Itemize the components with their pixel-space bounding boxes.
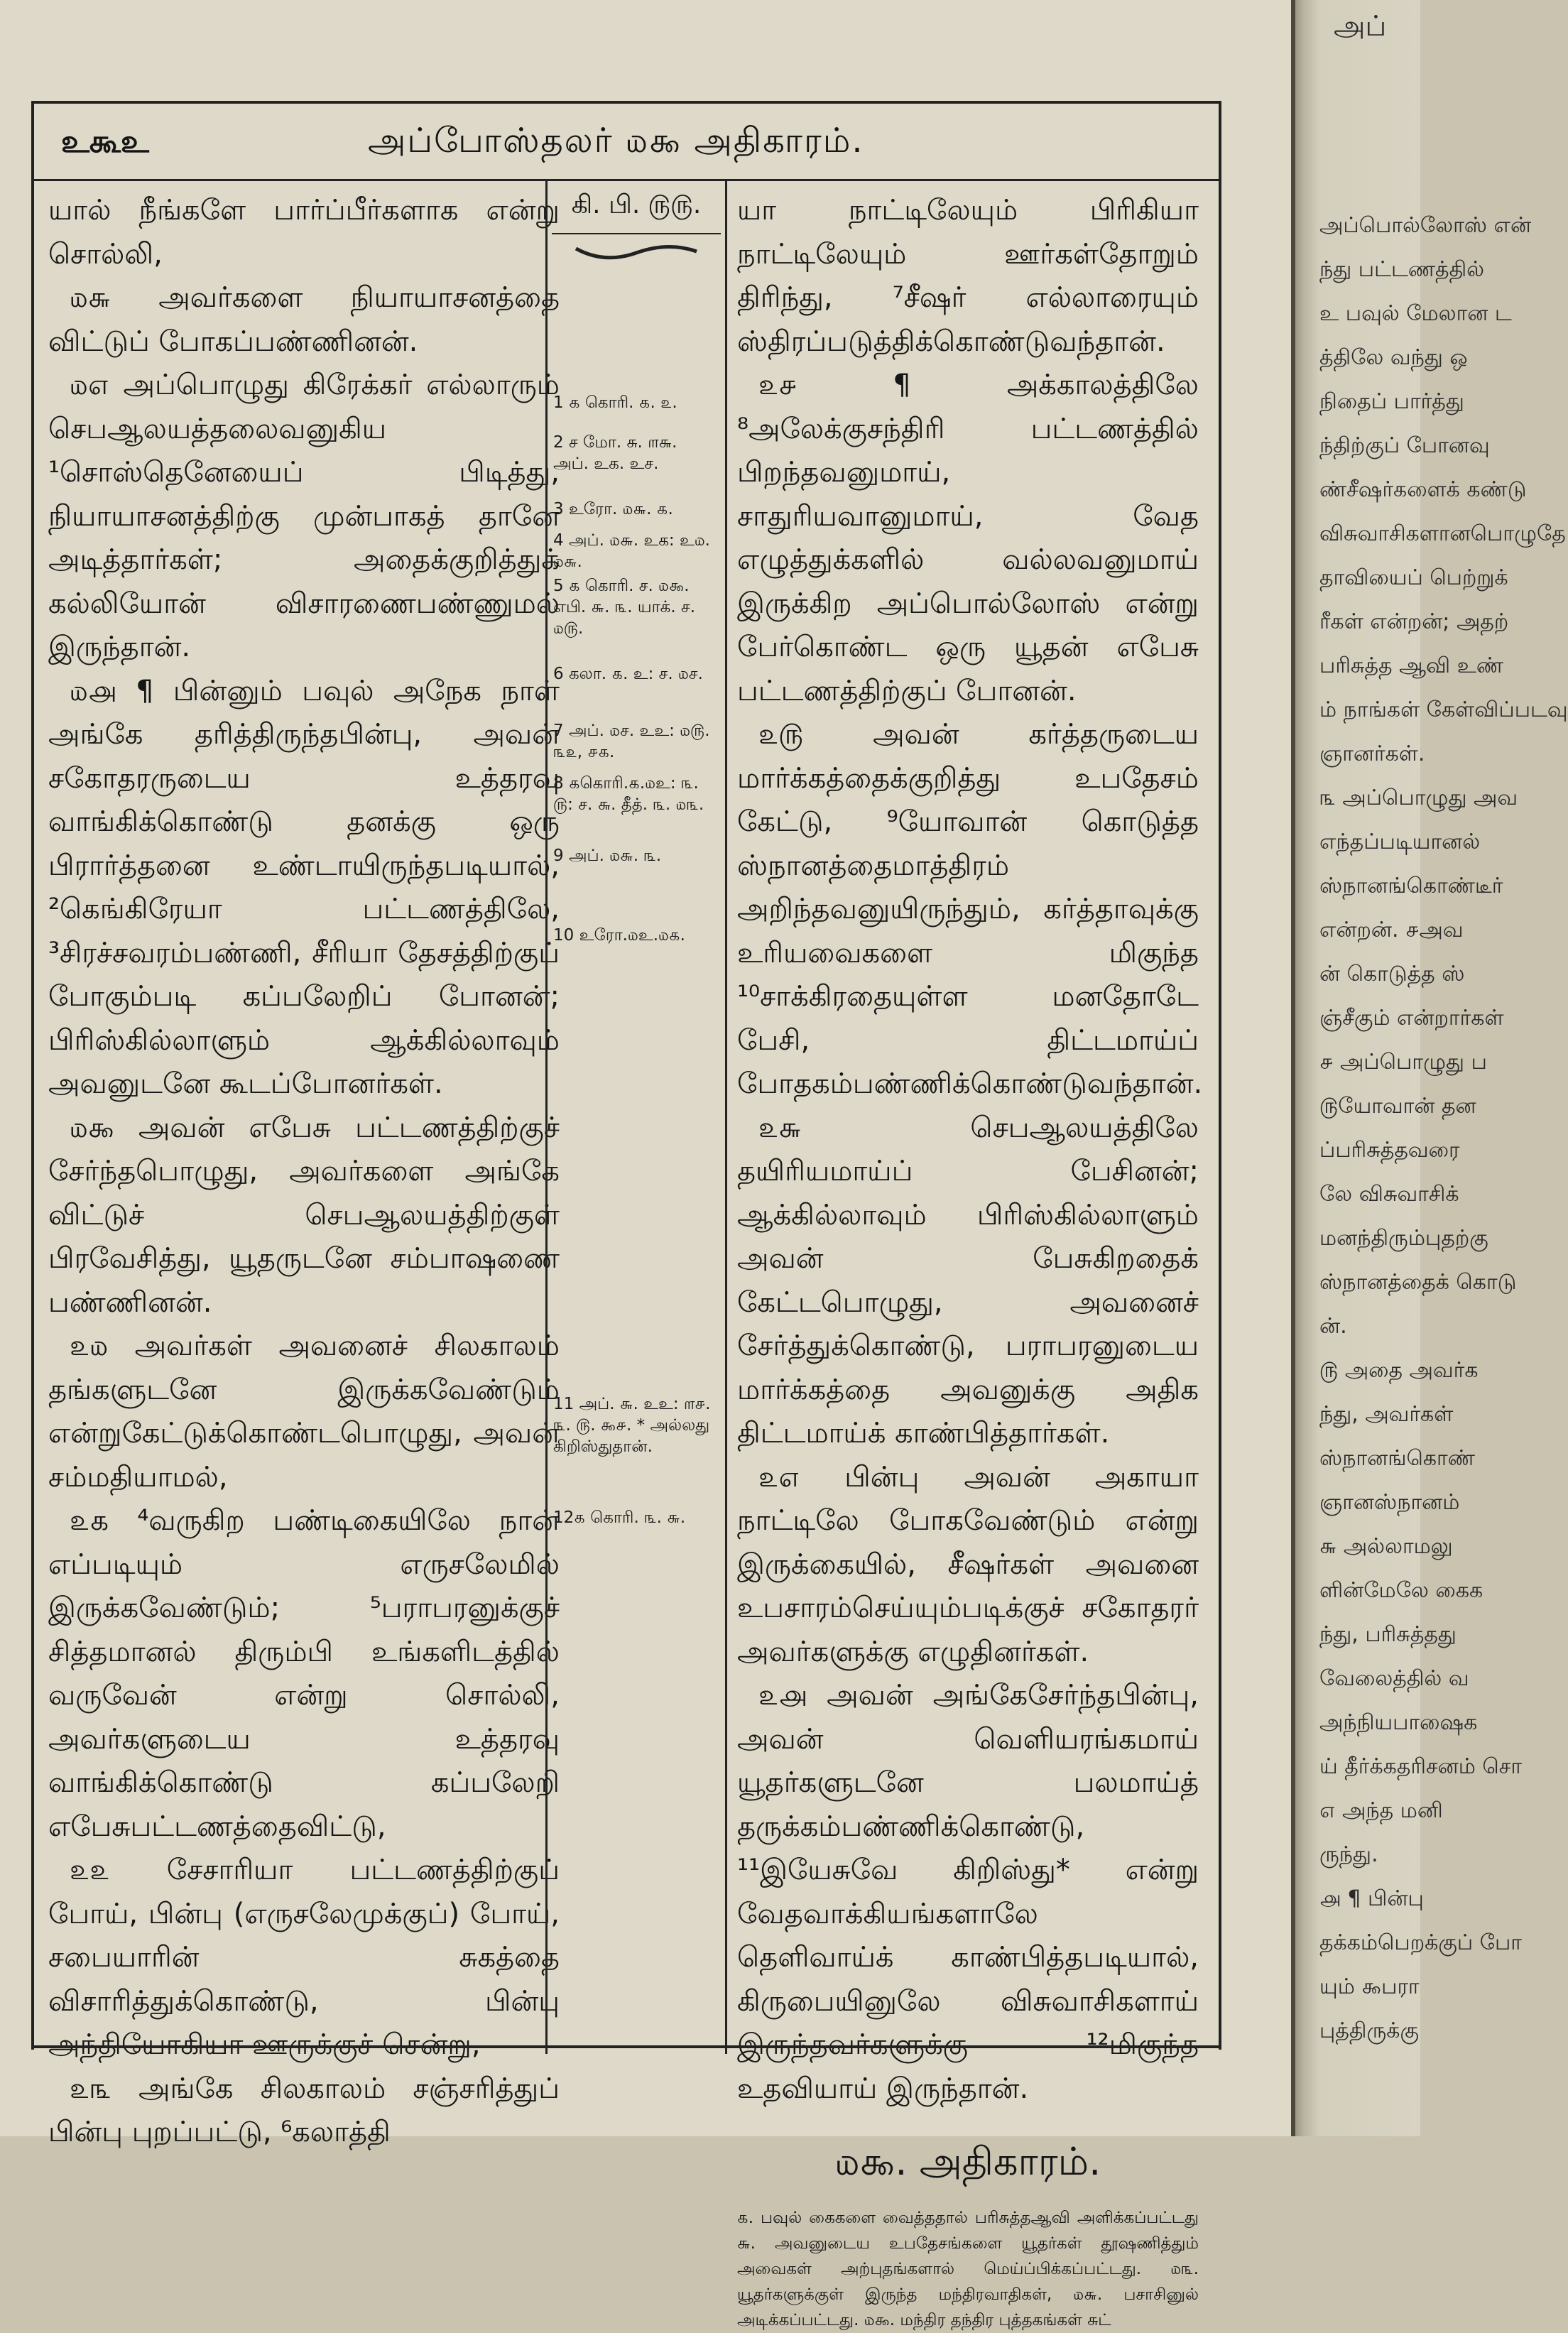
adjacent-page-line: ஸ்நானங்கொண் (1319, 1446, 1475, 1471)
adjacent-page-line: ஞ்சீகும் என்றார்கள் (1319, 1006, 1504, 1030)
left-paragraphs (48, 189, 560, 2155)
adjacent-page-line: பரிசுத்த ஆவி உண் (1319, 653, 1504, 678)
bottom-rule (34, 2045, 1221, 2048)
left-verse-paragraph: ௨௰ அவர்கள் அவனைச் சிலகாலம் தங்களுடனே இருக்கவேண்டும் என்றுகேட்டுக்கொண்டபொழுது, அவன் சம்மதியாமல், (48, 1329, 560, 1494)
adjacent-page-line: தாவியைப் பெற்றுக் (1319, 565, 1508, 590)
page-gutter-shadow (1291, 0, 1295, 2136)
marginal-note: 7 அப். ௰ச. உஉ: ௰௫. ௩௨, ௪௧. (553, 722, 710, 761)
marginal-note: 8 ௧கொரி.௧.௰உ: ௩. ௫: ச. ௬. தீத். ௩. ௰௩. (553, 774, 704, 814)
adjacent-page-line: ந்து, அவர்கள் (1319, 1402, 1454, 1427)
marginal-note: 10 உரோ.௰உ.௰௧. (553, 926, 685, 945)
adjacent-page-line: த்திலே வந்து ஒ (1319, 345, 1468, 370)
marginal-note: 2 ச மோ. சு. ௱௬. அப். உக. உச. (553, 433, 677, 473)
left-verse-paragraph: யால் நீங்களே பார்ப்பீர்களாக என்று சொல்லி, (48, 194, 560, 271)
adjacent-page-line: ருந்து. (1319, 1842, 1378, 1867)
adjacent-page-line: ளின்மேலே கைக (1319, 1578, 1483, 1603)
left-verse-paragraph: ௰௯ அவன் எபேசு பட்டணத்திற்குச் சேர்ந்தபொழுது, அவர்களை அங்கே விட்டுச் செபஆலயத்திற்குள் பிரவேசித்து, யூதருடனே சம்பாஷணை பண்ணினன். (48, 1111, 560, 1319)
adjacent-page-line: ௪ அப்பொழுது ப (1319, 1050, 1487, 1075)
adjacent-page-header: அப் (1334, 10, 1387, 43)
adjacent-page-line: ௫யோவான் தன (1319, 1094, 1476, 1119)
adjacent-page-line: ய் தீர்க்கதரிசனம் சொ (1319, 1754, 1522, 1779)
marginal-note: 4 அப். ௰௬. உக: உ௰. ௰௬. (553, 531, 710, 571)
adjacent-page-line: நிதைப் பார்த்து (1319, 389, 1464, 414)
adjacent-page-line: வேலைத்தில் வ (1319, 1666, 1469, 1691)
adjacent-page-line: விசுவாசிகளானபொழுதே (1319, 521, 1566, 546)
year-heading-text: கி. பி. ௫௫. (571, 190, 702, 219)
adjacent-page-line: ன். (1319, 1314, 1347, 1339)
marginal-note: 1 ௧ கொரி. ௧. ௨. (553, 393, 677, 412)
adjacent-page-line: ன் கொடுத்த ஸ் (1319, 962, 1465, 986)
adjacent-page-line: உ பவுல் மேலான ட (1319, 301, 1512, 326)
adjacent-page-line: ௫ அதை அவர்க (1319, 1358, 1479, 1383)
page-header (34, 104, 1219, 181)
adjacent-page-line: ந்திற்குப் போனவு (1319, 433, 1490, 458)
right-verse-paragraph: ௨௬ செபஆலயத்திலே தயிரியமாய்ப் பேசினன்; ஆக்கில்லாவும் பிரிஸ்கில்லாளும் அவன் பேசுகிறதைக் கேட்டபொழுது, அவனைச் சேர்த்துக்கொண்டு, பராபரனுடைய மார்க்கத்தை அவனுக்கு அதிக திட்டமாய்க் காண்பித்தார்கள். (737, 1111, 1199, 1450)
right-text-column (737, 189, 1203, 2333)
chapter-title: ௰௯. அதிகாரம். (834, 2139, 1101, 2184)
adjacent-page-line: மனந்திரும்புதற்கு (1319, 1226, 1488, 1251)
right-verse-paragraph: ௨௫ அவன் கர்த்தருடைய மார்க்கத்தைக்குறித்து உபதேசம் கேட்டு, ⁹யோவான் கொடுத்த ஸ்நானத்தைமாத்திரம் அறிந்தவனுயிருந்தும், கர்த்தாவுக்கு உரியவைகளை மிகுந்த ¹⁰சாக்கிரதையுள்ள மனதோடே பேசி, திட்டமாய்ப் போதகம்பண்ணிக்கொண்டுவந்தான். (737, 718, 1203, 1100)
adjacent-page-line: ௬ அல்லாமலு (1319, 1534, 1453, 1559)
left-text-column (48, 189, 560, 2155)
adjacent-page-line: லே விசுவாசிக் (1319, 1182, 1459, 1207)
right-verse-paragraph: ௨௪ ¶ அக்காலத்திலே ⁸அலேக்குசந்திரி பட்டணத்தில் பிறந்தவனுமாய், சாதுரியவானுமாய், வேத எழுத்துக்களில் வல்லவனுமாய் இருக்கிற அப்பொல்லோஸ் என்று பேர்கொண்ட ஒரு யூதன் எபேசு பட்டணத்திற்குப் போனன். (737, 369, 1199, 707)
adjacent-page-line: ந்து, பரிசுத்தது (1319, 1622, 1457, 1647)
marginal-references-column (545, 179, 727, 2054)
chapter-summary: ௧. பவுல் கைகளை வைத்ததால் பரிசுத்தஆவி அளிக்கப்பட்டது ௬. அவனுடைய உபதேசங்களை யூதர்கள் தூஷணித்தும் அவைகள் அற்புதங்களால் மெய்ப்பிக்கப்பட்டது. ௰௩. யூதர்களுக்குள் இருந்த மந்திரவாதிகள், ௰௬. பசாசினுல் அடிக்கப்பட்டது. ௰௯. மந்திர தந்திர புத்தகங்கள் சுட் (737, 2209, 1199, 2329)
right-verse-paragraph: ௨௮ அவன் அங்கேசேர்ந்தபின்பு, அவன் வெளியரங்கமாய் யூதர்களுடனே பலமாய்த் தருக்கம்பண்ணிக்கொண்டு, ¹¹இயேசுவே கிறிஸ்து* என்று வேதவாக்கியங்களாலே தெளிவாய்க் காண்பித்தபடியால், கிருபையினுலே விசுவாசிகளாய் இருந்தவர்களுக்கு ¹²மிகுந்த உதவியாய் இருந்தான். (737, 1679, 1199, 2105)
right-paragraphs (737, 189, 1203, 2111)
running-title: அப்போஸ்தலர் ௰௯ அதிகாரம். (368, 121, 864, 161)
right-verse-paragraph: யா நாட்டிலேயும் பிரிகியா நாட்டிலேயும் ஊர்கள்தோறும் திரிந்து, ⁷சீஷர் எல்லாரையும் ஸ்திரப்படுத்திக்கொண்டுவந்தான். (737, 194, 1199, 358)
marginal-note: 3 உரோ. ௰௬. ௧. (553, 500, 673, 518)
adjacent-page-line: ௩ அப்பொழுது அவ (1319, 785, 1518, 810)
adjacent-page-line: எந்தப்படியானல் (1319, 830, 1481, 854)
adjacent-page-line: என்றன். ௪அவ (1319, 918, 1464, 942)
left-verse-paragraph: ௰௭ அப்பொழுது கிரேக்கர் எல்லாரும் செபஆலயத்தலைவனுகிய ¹சொஸ்தெனேயைப் பிடித்து, நியாயாசனத்திற்கு முன்பாகத் தானே அடித்தார்கள்; அதைக்குறித்துக் கல்லியோன் விசாரணைபண்ணுமல் இருந்தான். (48, 369, 560, 663)
adjacent-page-line: ஞானர்கள். (1319, 741, 1425, 766)
adjacent-page-line: ரீகள் என்றன்; அதற் (1319, 609, 1509, 634)
left-verse-paragraph: ௨௩ அங்கே சிலகாலம் சஞ்சரித்துப் பின்பு புறப்பட்டு, ⁶கலாத்தி (48, 2072, 560, 2148)
adjacent-page-line: ௭ அந்த மனி (1319, 1798, 1443, 1823)
marginal-note: 12௧ கொரி. ௩. ௬. (553, 1508, 686, 1527)
adjacent-page-line: ந்து பட்டணத்தில் (1319, 257, 1485, 282)
adjacent-page-line: ஸ்நானத்தைக் கொடு (1319, 1270, 1517, 1295)
adjacent-page-line: தக்கம்பெறக்குப் போ (1319, 1930, 1522, 1955)
marginal-note: 9 அப். ௰௬. ௩. (553, 847, 662, 865)
page-number: உகூஉ (61, 124, 149, 160)
right-verse-paragraph: ௨௭ பின்பு அவன் அகாயா நாட்டிலே போகவேண்டும் என்று இருக்கையில், சீஷர்கள் அவனை உபசாரம்செய்யும்படிக்குச் சகோதரர் அவர்களுக்கு எழுதினர்கள். (737, 1460, 1199, 1668)
adjacent-page-line: ஸ்நானங்கொண்டீர் (1319, 874, 1503, 898)
marginal-note: 5 ௧ கொரி. ச. ௰௯. எபி. ௬. ௩. யாக். ச. ௰௫. (553, 577, 696, 638)
adjacent-page-line: யும் ௯பரா (1319, 1974, 1420, 1999)
adjacent-page-line: ப்பரிசுத்தவரை (1319, 1138, 1460, 1163)
left-verse-paragraph: ௰௮ ¶ பின்னும் பவுல் அநேக நாள் அங்கே தரித்திருந்தபின்பு, அவன் சகோதரருடைய உத்தரவு வாங்கிக்கொண்டு தனக்கு ஒரு பிரார்த்தனை உண்டாயிருந்தபடியால், ²கெங்கிரேயா பட்டணத்திலே, ³சிரச்சவரம்பண்ணி, சீரியா தேசத்திற்குப் போகும்படி கப்பலேறிப் போனன்; பிரிஸ்கில்லாளும் ஆக்கில்லாவும் அவனுடனே கூடப்போனர்கள். (48, 674, 560, 1100)
left-verse-paragraph: ௨௨ சேசாரியா பட்டணத்திற்குப் போய், பின்பு (எருசலேமுக்குப்) போய், சபையாரின் சுகத்தை விசாரித்துக்கொண்டு, பின்பு அந்தியோகியா ஊருக்குச் சென்று, (48, 1854, 560, 2061)
adjacent-page-line: புத்திருக்கு (1319, 2018, 1419, 2043)
marginal-note: 11 அப். ௬. உஉ: ௱௪. ௩. ௫. ௯௪. * அல்லது கிறிஸ்துதான். (553, 1395, 711, 1456)
left-verse-paragraph: ௨௧ ⁴வருகிற பண்டிகையிலே நான் எப்படியும் எருசலேமில் இருக்கவேண்டும்; ⁵பராபரனுக்குச் சித்தமானல் திரும்பி உங்களிடத்தில் வருவேன் என்று சொல்லி, அவர்களுடைய உத்தரவு வாங்கிக்கொண்டு கப்பலேறி எபேசுபட்டணத்தைவிட்டு, (48, 1504, 560, 1843)
page-frame (31, 101, 1221, 2329)
marginal-note: 6 கலா. ௧. உ: ச. ௰ச. (553, 665, 703, 683)
ornament-flourish-icon (572, 241, 700, 263)
adjacent-page-line: அப்பொல்லோஸ் என் (1319, 213, 1532, 238)
year-heading (552, 179, 721, 234)
adjacent-page-line: ௮ ¶ பின்பு (1319, 1886, 1424, 1911)
adjacent-page (1291, 0, 1568, 2136)
left-verse-paragraph: ௰௬ அவர்களை நியாயாசனத்தை விட்டுப் போகப்பண்ணினன். (48, 281, 560, 358)
adjacent-page-line: அந்நியபாஷைக (1319, 1710, 1478, 1735)
adjacent-page-line: ஞானஸ்நானம் (1319, 1490, 1460, 1515)
adjacent-page-line: ண்சீஷர்களைக் கண்டு (1319, 477, 1527, 502)
adjacent-page-line: ம் நாங்கள் கேள்விப்படவு (1319, 697, 1568, 722)
